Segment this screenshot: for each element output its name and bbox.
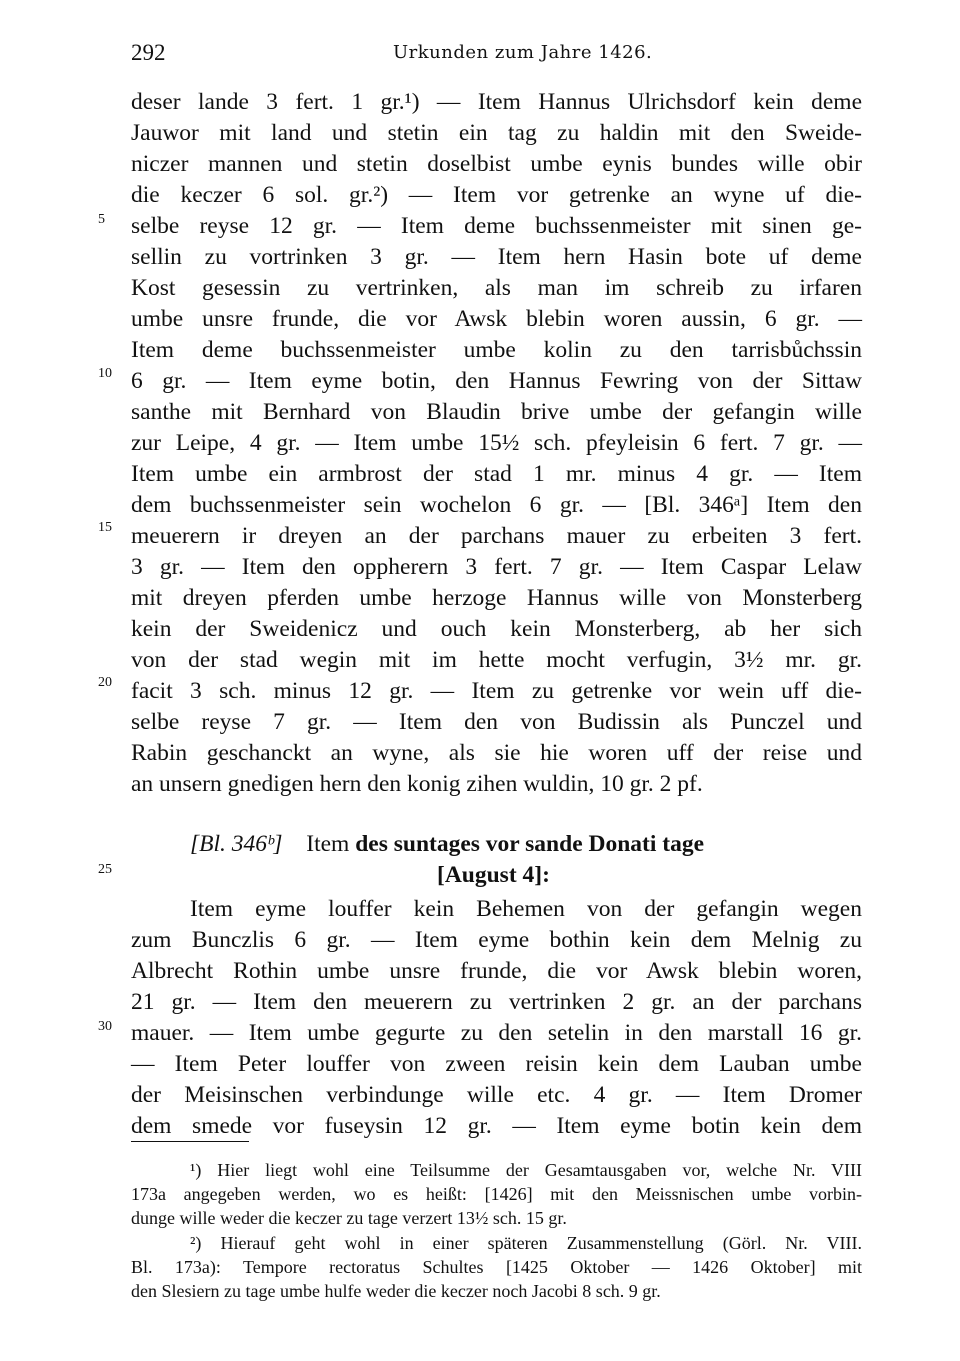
text-line: Albrecht Rothin umbe unsre frunde, die vor Awsk blebin woren, xyxy=(131,958,862,984)
line-number: 5 xyxy=(98,212,105,227)
text-line: die keczer 6 sol. gr.²) — Item vor getrenke an wyne uf die- xyxy=(131,182,862,208)
text-line: 21 gr. — Item den meuerern zu vertrinken 2 gr. an der parchans xyxy=(131,989,862,1015)
text-line: — Item Peter louffer von zween reisin kein dem Lauban umbe xyxy=(131,1051,862,1077)
text-line: kein der Sweidenicz und ouch kein Monsterberg, ab her sich xyxy=(131,616,862,642)
text-line: selbe reyse 7 gr. — Item den von Budissin als Punczel und xyxy=(131,709,862,735)
footnote-line: ¹) Hier liegt wohl eine Teilsumme der Gesamtausgaben vor, welche Nr. VIII xyxy=(190,1160,862,1180)
text-line: dem smede vor fuseysin 12 gr. — Item eyme botin kein dem xyxy=(131,1113,862,1139)
footnote-line: Bl. 173a): Tempore rectoratus Schultes [1425 Oktober — 1426 Oktober] mit xyxy=(131,1257,862,1277)
line-number: 30 xyxy=(98,1019,112,1034)
heading-prefix: Item xyxy=(306,831,350,857)
text-line: facit 3 sch. minus 12 gr. — Item zu getrenke vor wein uff die- xyxy=(131,678,862,704)
footnote-rule xyxy=(131,1141,249,1142)
text-line: 6 gr. — Item eyme botin, den Hannus Fewring von der Sittaw xyxy=(131,368,862,394)
running-title: Urkunden zum Jahre 1426. xyxy=(393,42,653,63)
text-line: mit dreyen pferden umbe herzoge Hannus wille von Monsterberg xyxy=(131,585,862,611)
text-line: selbe reyse 12 gr. — Item deme buchssenmeister mit sinen ge- xyxy=(131,213,862,239)
footnote-line: den Slesiern zu tage umbe hulfe weder die keczer noch Jacobi 8 sch. 9 gr. xyxy=(131,1281,661,1301)
footnote-line: ²) Hierauf geht wohl in einer späteren Zusammenstellung (Görl. Nr. VIII. xyxy=(190,1233,862,1253)
text-line: Jauwor mit land und stetin ein tag zu haldin mit den Sweide- xyxy=(131,120,862,146)
text-line: von der stad wegin mit im hette mocht verfugin, 3½ mr. gr. xyxy=(131,647,862,673)
line-number: 15 xyxy=(98,520,112,535)
text-line: an unsern gnedigen hern den konig zihen wuldin, 10 gr. 2 pf. xyxy=(131,771,703,797)
text-line: Kost gesessin zu vertrinken, als man im schreib zu irfaren xyxy=(131,275,862,301)
page-header xyxy=(131,40,862,72)
line-number: 25 xyxy=(98,862,112,877)
line-number: 20 xyxy=(98,675,112,690)
text-line: umbe unsre frunde, die vor Awsk blebin woren aussin, 6 gr. — xyxy=(131,306,862,332)
text-line: sellin zu vortrinken 3 gr. — Item hern Hasin bote uf deme xyxy=(131,244,862,270)
text-line: mauer. — Item umbe gegurte zu den setelin in den marstall 16 gr. xyxy=(131,1020,862,1046)
text-line: Item eyme louffer kein Behemen von der gefangin wegen xyxy=(190,896,862,922)
footnote-line: 173a angegeben werden, wo es heißt: [1426] mit den Meissnischen umbe vorbin- xyxy=(131,1184,862,1204)
text-line: Item umbe ein armbrost der stad 1 mr. minus 4 gr. — Item xyxy=(131,461,862,487)
text-line: dem buchssenmeister sein wochelon 6 gr. — [Bl. 346ᵃ] Item den xyxy=(131,492,862,518)
folio-marker: [Bl. 346ᵇ] xyxy=(190,831,283,857)
page-number: 292 xyxy=(131,40,166,65)
text-line: niczer mannen und stetin doselbist umbe eynis bundes wille obir xyxy=(131,151,862,177)
text-line: der Meisinschen verbindunge wille etc. 4 gr. — Item Dromer xyxy=(131,1082,862,1108)
heading-title: des suntages vor sande Donati tage xyxy=(355,831,705,857)
text-line: meuerern ir dreyen an der parchans mauer zu erbeiten 3 fert. xyxy=(131,523,862,549)
text-line: santhe mit Bernhard von Blaudin brive umbe der gefangin wille xyxy=(131,399,862,425)
text-line: zum Bunczlis 6 gr. — Item eyme bothin kein dem Melnig zu xyxy=(131,927,862,953)
text-line: Item deme buchssenmeister umbe kolin zu den tarrisbůchssin xyxy=(131,337,862,363)
text-line: deser lande 3 fert. 1 gr.¹) — Item Hannus Ulrichsdorf kein deme xyxy=(131,89,862,115)
footnote-line: dunge wille weder die keczer zu tage verzert 13½ sch. 15 gr. xyxy=(131,1208,567,1228)
text-line: Rabin geschanckt an wyne, als sie hie woren uff der reise und xyxy=(131,740,862,766)
section-heading xyxy=(190,828,810,860)
section-date: [August 4]: xyxy=(437,862,550,888)
text-line: zur Leipe, 4 gr. — Item umbe 15½ sch. pfeyleisin 6 fert. 7 gr. — xyxy=(131,430,862,456)
line-number: 10 xyxy=(98,366,112,381)
text-line: 3 gr. — Item den oppherern 3 fert. 7 gr. — Item Caspar Lelaw xyxy=(131,554,862,580)
